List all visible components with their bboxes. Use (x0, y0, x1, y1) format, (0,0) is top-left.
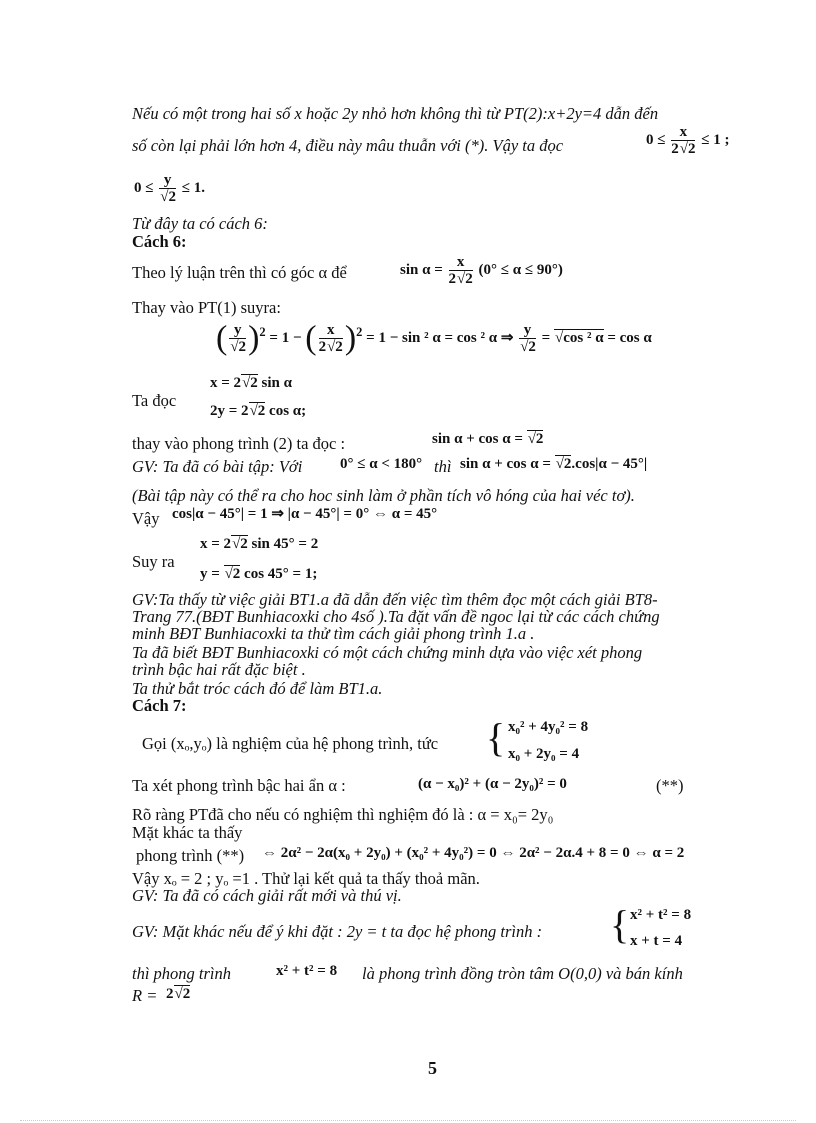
text-line: minh BĐT Bunhiacoxki ta thử tìm cách giải phong trình 1.a . (132, 624, 535, 643)
math-formula: y = √2 cos 45° = 1; (200, 566, 318, 582)
text-line: Ta đọc (132, 391, 177, 410)
text-line: GV: Mặt khác nếu để ý khi đặt : 2y = t ta đọc hệ phong trình : (132, 922, 543, 941)
text-line: (Bài tập này có thể ra cho hoc sinh làm ở phần tích vô hóng của hai véc tơ). (132, 486, 635, 505)
math-formula: sin α + cos α = √2 (432, 431, 544, 447)
section-heading: Cách 7: (132, 696, 187, 715)
math-formula: x₀ + 2y₀ = 4 (508, 746, 580, 762)
math-formula: cos|α − 45°| = 1 ⇒ |α − 45°| = 0° ⇔ α = 45° (172, 506, 438, 522)
text-line: GV:Ta thấy từ việc giải BT1.a đã dẫn đến việc tìm thêm đọc một cách giải BT8- (132, 590, 658, 609)
text-line: Ta thử bắt tróc cách đó để làm BT1.a. (132, 679, 383, 698)
math-formula: x² + t² = 8 (276, 963, 338, 979)
footer-divider (20, 1120, 796, 1121)
text-line: Vậy (132, 509, 160, 528)
text-line: Trang 77.(BĐT Bunhiacoxki cho 4số ).Ta đặt vấn đề ngoc lại từ các cách chứng (132, 607, 660, 626)
text-line: Gọi (xₒ,yₒ) là nghiệm của hệ phong trình, tức (142, 734, 439, 753)
text-line: Mặt khác ta thấy (132, 823, 243, 842)
math-formula: x = 2√2 sin α (210, 375, 293, 391)
math-formula: x² + t² = 8 (630, 907, 692, 923)
text-line: Suy ra (132, 552, 175, 571)
math-formula: x = 2√2 sin 45° = 2 (200, 536, 319, 552)
math-formula: (α − x₀)² + (α − 2y₀)² = 0 (418, 776, 567, 792)
text-line: Thay vào PT(1) suyra: (132, 298, 281, 317)
text-line: Nếu có một trong hai số x hoặc 2y nhỏ hơn không thì từ PT(2):x+2y=4 dẫn đến (132, 104, 659, 123)
math-formula: ⇔ 2α² − 2α(x₀ + 2y₀) + (x₀² + 4y₀²) = 0 ⇔ 2α² − 2α.4 + 8 = 0 ⇔ α = 2 (262, 845, 685, 861)
text-line: Ta đã biết BĐT Bunhiacoxki có một cách chứng minh dựa vào việc xét phong (132, 643, 643, 662)
text-line: thì (434, 457, 452, 476)
math-formula: 2√2 (166, 986, 191, 1002)
text-line: phong trình (**) (136, 846, 245, 865)
math-formula: sin α = $\frac{x}{2√2}$ (0° ≤ α ≤ 90°) (400, 254, 563, 287)
math-formula: x₀² + 4y₀² = 8 (508, 719, 589, 735)
text-line: R = (132, 986, 158, 1005)
text-line: Theo lý luận trên thì có góc α để (132, 263, 347, 282)
text-line: số còn lại phải lớn hơn 4, điều này mâu thuẫn với (*). Vậy ta đọc (132, 136, 564, 155)
text-line: thì phong trình (132, 964, 232, 983)
math-formula: x + t = 4 (630, 933, 683, 949)
text-line: Vậy xₒ = 2 ; yₒ =1 . Thử lại kết quả ta thấy thoả mãn. (132, 869, 480, 888)
equation-tag: (**) (656, 776, 684, 795)
math-formula: ( $\frac{y}{√2}$ )$^2$ = 1 − ( $\frac{x}{2√2}$ )$^2$ = 1 − sin ² α = cos ² α ⇒ $\frac{y}{√2}$ = √cos ² α = cos α (216, 319, 652, 357)
text-line: GV: Ta đã có bài tập: Với (132, 457, 303, 476)
text-line: trình bậc hai rất đặc biệt . (132, 660, 306, 679)
text-line: GV: Ta đã có cách giải rất mới và thú vị. (132, 886, 402, 905)
text-line: là phong trình đồng tròn tâm O(0,0) và bán kính (362, 964, 683, 983)
math-inequality: 0 ≤ $\frac{x}{2√2}$ ≤ 1 ; (646, 124, 730, 157)
text-line: Từ đây ta có cách 6: (132, 214, 268, 233)
math-inequality: 0 ≤ $\frac{y}{√2}$ ≤ 1. (134, 172, 205, 205)
section-heading: Cách 6: (132, 232, 187, 251)
system-brace: { (610, 902, 630, 947)
math-formula: 2y = 2√2 cos α; (210, 403, 307, 419)
page-number: 5 (428, 1058, 437, 1078)
text-line: Ta xét phong trình bậc hai ẩn α : (132, 776, 346, 795)
math-formula: sin α + cos α = √2.cos|α − 45°| (460, 456, 648, 472)
text-line: thay vào phong trình (2) ta đọc : (132, 434, 346, 453)
system-brace: { (486, 715, 506, 760)
math-formula: 0° ≤ α < 180° (340, 456, 423, 472)
text-line: Rõ ràng PTđã cho nếu có nghiệm thì nghiệm đó là : α = x₀= 2y₀ (132, 805, 554, 824)
